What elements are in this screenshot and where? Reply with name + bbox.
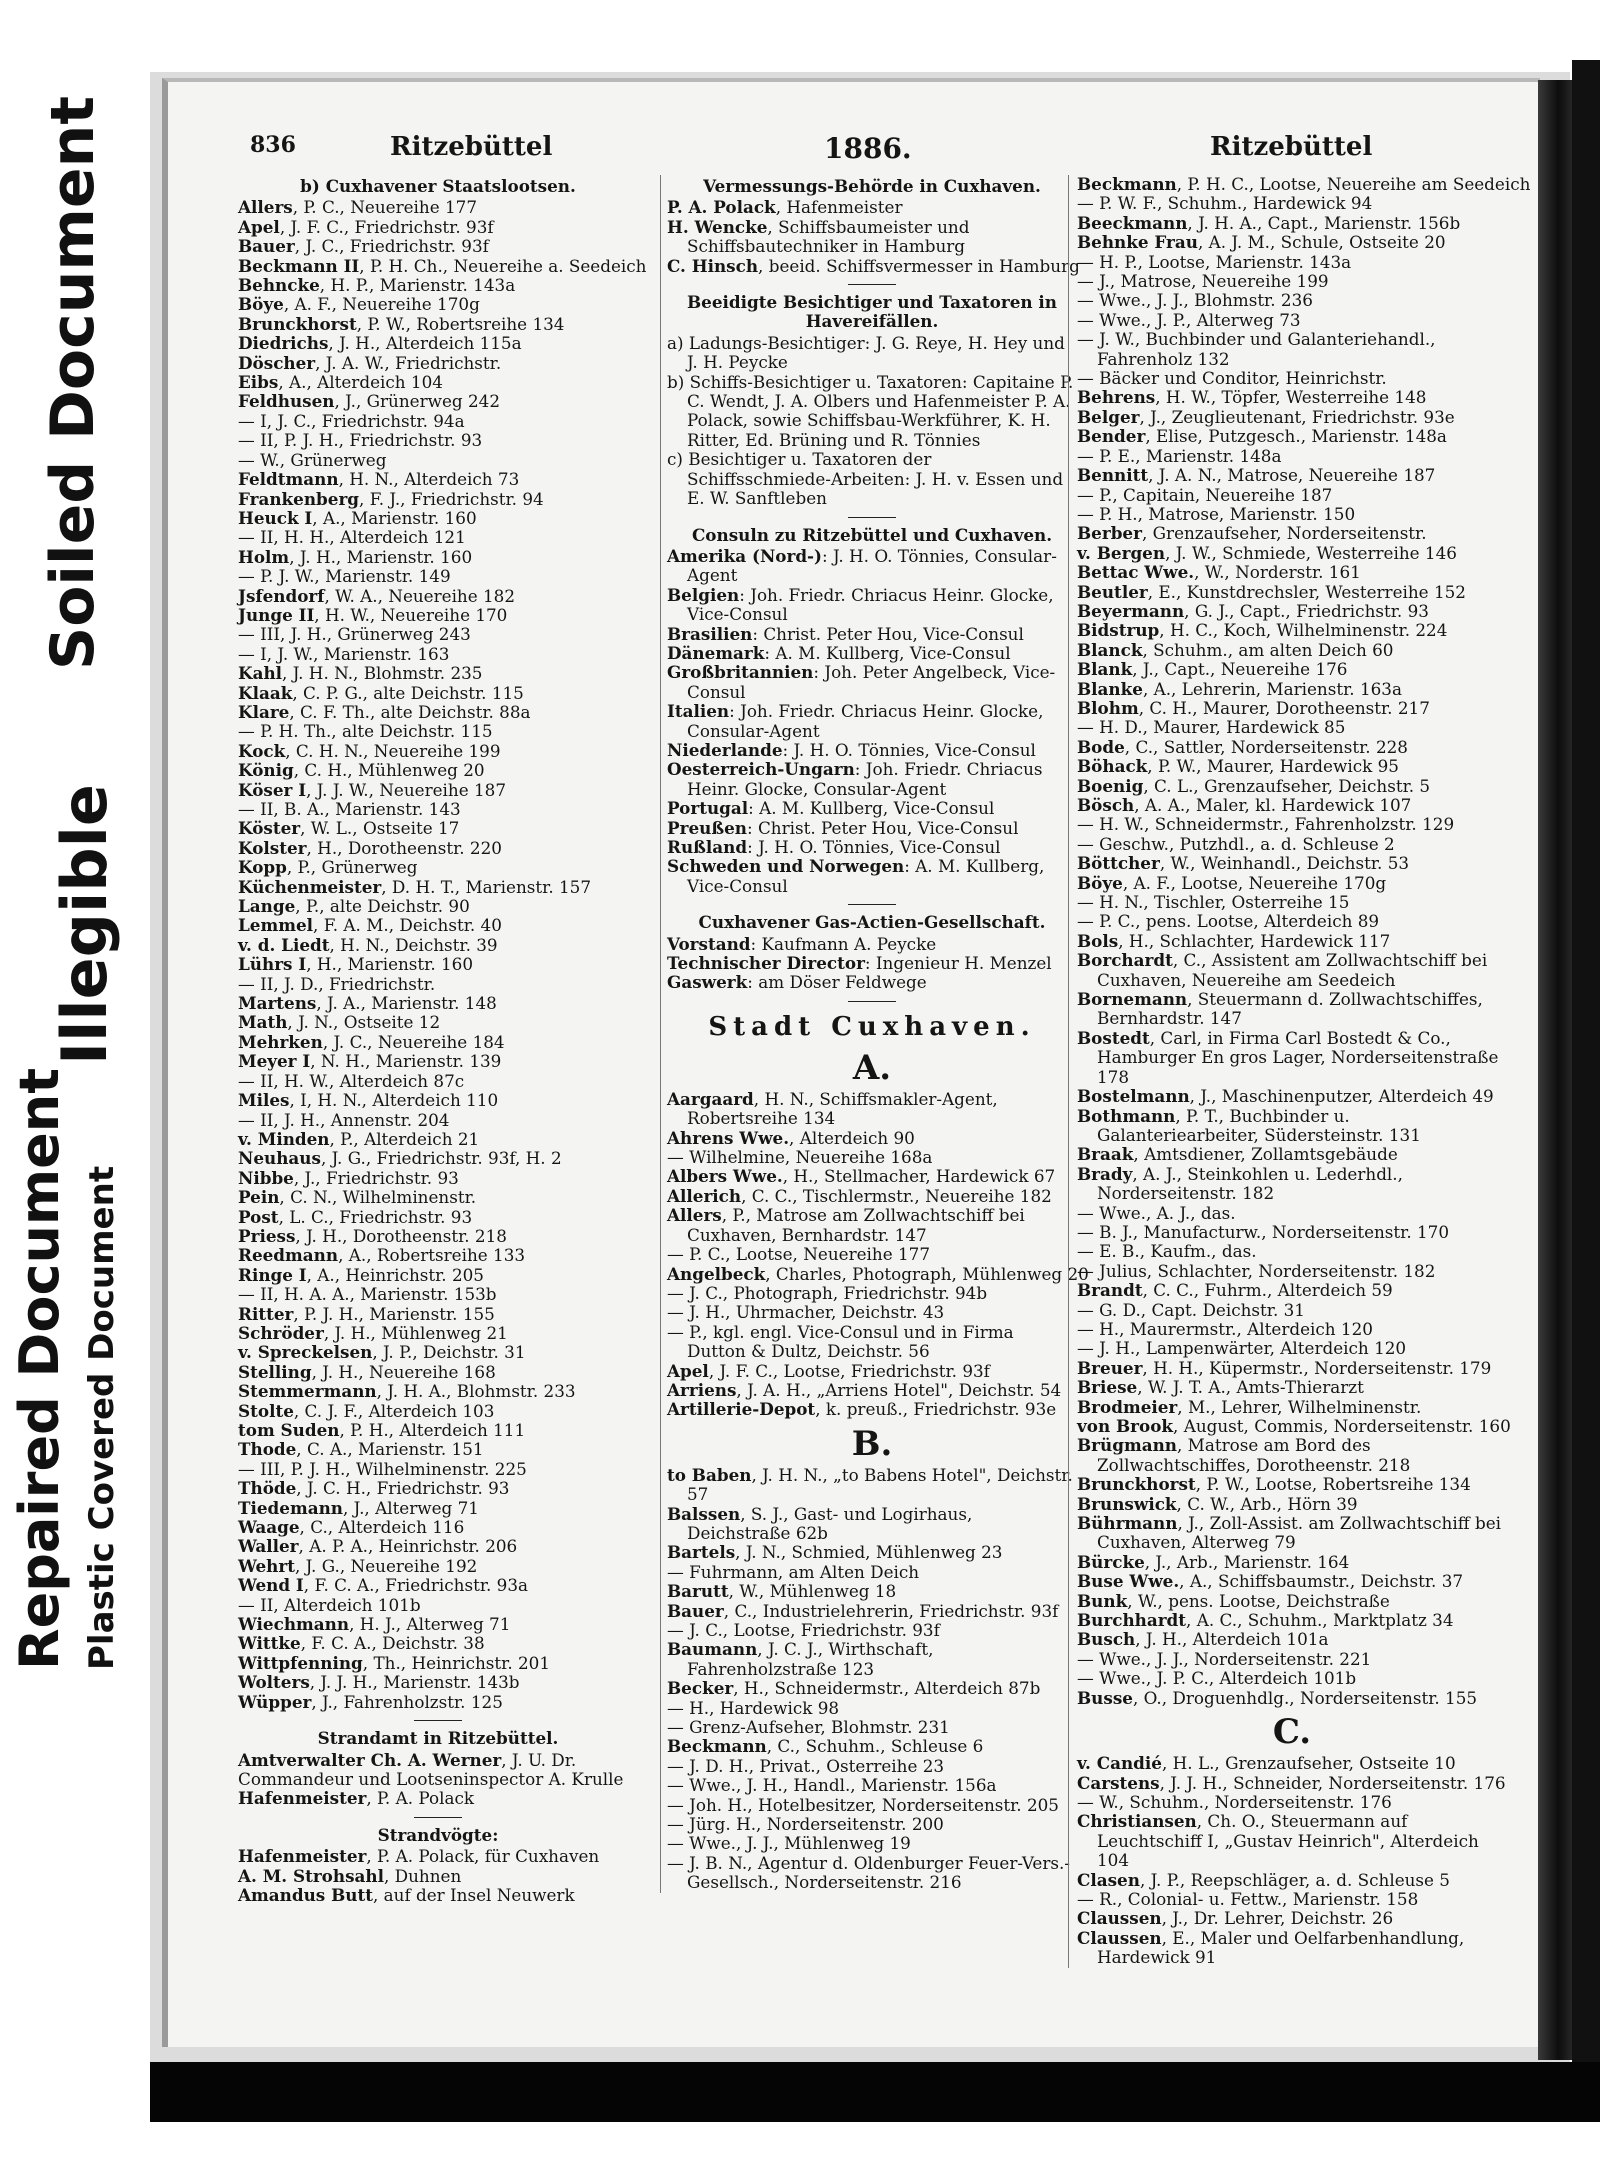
directory-entry: Beckmann, C., Schuhm., Schleuse 6 (667, 1736, 984, 1757)
directory-entry: Bührmann, J., Zoll-Assist. am Zollwachtschiff bei Cuxhaven, Alterweg 79 (1077, 1513, 1502, 1553)
directory-entry: v. Bergen, J. W., Schmiede, Westerreihe 146 (1077, 542, 1457, 563)
directory-entry: Behnke Frau, A. J. M., Schule, Ostseite 20 (1077, 232, 1446, 253)
directory-entry: Allers, P. C., Neuereihe 177 (238, 197, 477, 218)
section-divider (848, 1001, 896, 1002)
directory-entry: Bostedt, Carl, in Firma Carl Bostedt & Co., Hamburger En gros Lager, Norderseitenstraße 178 (1077, 1027, 1499, 1087)
directory-entry: Briese, W. J. T. A., Amts-Thierarzt (1077, 1377, 1364, 1398)
directory-entry: Boenig, C. L., Grenzaufseher, Deichstr. 5 (1077, 775, 1431, 796)
directory-entry: Nibbe, J., Friedrichstr. 93 (238, 1167, 459, 1188)
directory-entry: Claussen, J., Dr. Lehrer, Deichstr. 26 (1077, 1908, 1394, 1929)
directory-entry: Baumann, J. C. J., Wirthschaft, Fahrenholzstraße 123 (667, 1639, 934, 1679)
directory-entry: — R., Colonial- u. Fettw., Marienstr. 158 (1077, 1888, 1419, 1909)
directory-entry: Schröder, J. H., Mühlenweg 21 (238, 1322, 508, 1343)
directory-entry: Küchenmeister, D. H. T., Marienstr. 157 (238, 876, 592, 897)
directory-entry: A. M. Strohsahl, Duhnen (238, 1865, 462, 1886)
directory-entry: Technischer Director: Ingenieur H. Menzel (667, 953, 1052, 974)
directory-entry: — H. D., Maurer, Hardewick 85 (1077, 717, 1346, 738)
directory-entry: — III, P. J. H., Wilhelminenstr. 225 (238, 1458, 527, 1479)
directory-entry: — Wwe., J. H., Handl., Marienstr. 156a (667, 1775, 997, 1796)
directory-entry: Bornemann, Steuermann d. Zollwachtschiffes, Bernhardstr. 147 (1077, 989, 1483, 1029)
directory-entry: Apel, J. F. C., Friedrichstr. 93f (238, 216, 494, 237)
directory-entry: Preußen: Christ. Peter Hou, Vice-Consul (667, 817, 1019, 838)
directory-entry: Becker, H., Schneidermstr., Alterdeich 87b (667, 1678, 1041, 1699)
directory-entry: Italien: Joh. Friedr. Chriacus Heinr. Glocke, Consular-Agent (667, 701, 1044, 741)
section-title: Stadt Cuxhaven. (708, 1011, 1036, 1042)
directory-entry: Behncke, H. P., Marienstr. 143a (238, 275, 516, 296)
directory-entry: — Wwe., J. P. C., Alterdeich 101b (1077, 1668, 1357, 1689)
directory-entry: Beyermann, G. J., Capt., Friedrichstr. 93 (1077, 600, 1429, 621)
directory-entry: — Wwe., J. P., Alterweg 73 (1077, 309, 1301, 330)
directory-entry: — P. J. W., Marienstr. 149 (238, 566, 451, 587)
directory-entry: Claussen, E., Maler und Oelfarbenhandlung, Hardewick 91 (1077, 1927, 1465, 1968)
directory-entry: Wittpfenning, Th., Heinrichstr. 201 (238, 1652, 551, 1673)
directory-entry: Beckmann, P. H. C., Lootse, Neuereihe am Seedeich (1077, 174, 1531, 194)
directory-entry: — E. B., Kaufm., das. (1077, 1241, 1257, 1262)
directory-entry: Stolte, C. J. F., Alterdeich 103 (238, 1400, 495, 1421)
directory-entry: Wolters, J. J. H., Marienstr. 143b (238, 1672, 520, 1693)
section-divider (414, 1720, 462, 1721)
directory-entry: Allerich, C. C., Tischlermstr., Neuereihe 182 (667, 1185, 1052, 1206)
directory-entry: Priess, J. H., Dorotheenstr. 218 (238, 1225, 507, 1246)
directory-entry: — P. C., pens. Lootse, Alterdeich 89 (1077, 911, 1380, 932)
section-heading: Strandvögte: (377, 1824, 499, 1845)
directory-entry: Böye, A. F., Neuereihe 170g (238, 294, 480, 315)
section-divider (848, 517, 896, 518)
directory-entry: Kock, C. H. N., Neuereihe 199 (238, 740, 501, 761)
directory-entry: — Wwe., J. J., Mühlenweg 19 (667, 1833, 911, 1854)
directory-entry: Behrens, H. W., Töpfer, Westerreihe 148 (1077, 387, 1427, 408)
directory-entry: Busch, J. H., Alterdeich 101a (1077, 1629, 1329, 1650)
header-year: 1886. (824, 132, 912, 165)
directory-entry: Bauer, C., Industrielehrerin, Friedrichstr. 93f (667, 1600, 1059, 1621)
directory-entry: Bösch, A. A., Maler, kl. Hardewick 107 (1077, 795, 1412, 815)
directory-entry: Barutt, W., Mühlenweg 18 (667, 1581, 897, 1602)
directory-entry: Busse, O., Droguenhdlg., Norderseitenstr. 155 (1077, 1687, 1478, 1708)
directory-entry: Dänemark: A. M. Kullberg, Vice-Consul (667, 642, 1011, 663)
directory-entry: H. Wencke, Schiffsbaumeister und Schiffsbautechniker in Hamburg (667, 216, 970, 257)
directory-entry: Junge II, H. W., Neuereihe 170 (238, 604, 508, 625)
directory-entry: Bols, H., Schlachter, Hardewick 117 (1077, 930, 1391, 951)
directory-entry: Feldtmann, H. N., Alterdeich 73 (238, 469, 520, 490)
directory-entry: Stelling, J. H., Neuereihe 168 (238, 1361, 496, 1382)
directory-entry: Berber, Grenzaufseher, Norderseitenstr. (1077, 523, 1427, 544)
directory-entry: — H., Hardewick 98 (667, 1697, 840, 1718)
directory-entry: Artillerie-Depot, k. preuß., Friedrichstr. 93e (667, 1399, 1057, 1420)
directory-entry: — J. W., Buchbinder und Galanteriehandl., Fahrenholz 132 (1077, 329, 1436, 369)
alphabet-letter-heading: C. (1272, 1712, 1312, 1753)
directory-entry: Clasen, J. P., Reepschläger, a. d. Schleuse 5 (1077, 1869, 1450, 1890)
directory-entry: Waller, A. P. A., Heinrichstr. 206 (238, 1536, 518, 1557)
directory-entry: Braak, Amtsdiener, Zollamtsgebäude (1077, 1144, 1398, 1165)
directory-entry: Belger, J., Zeuglieutenant, Friedrichstr. 93e (1077, 406, 1455, 427)
directory-entry: Belgien: Joh. Friedr. Chriacus Heinr. Glocke, Vice-Consul (667, 584, 1054, 625)
stamp-plastic-covered-document: Plastic Covered Document (82, 1165, 122, 1670)
directory-entry: v. Candié, H. L., Grenzaufseher, Ostseite 10 (1077, 1753, 1456, 1774)
directory-entry: Bunk, W., pens. Lootse, Deichstraße (1077, 1590, 1390, 1611)
directory-entry: — H. W., Schneidermstr., Fahrenholzstr. 129 (1077, 814, 1455, 835)
section-heading: Vermessungs-Behörde in Cuxhaven. (703, 176, 1041, 196)
directory-entry: Buse Wwe., A., Schiffsbaumstr., Deichstr. 37 (1077, 1571, 1464, 1592)
directory-entry: Beutler, E., Kunstdrechsler, Westerreihe 152 (1077, 581, 1466, 602)
directory-entry: — P. C., Lootse, Neuereihe 177 (667, 1244, 930, 1265)
directory-entry: Neuhaus, J. G., Friedrichstr. 93f, H. 2 (238, 1148, 562, 1169)
header-left-title: Ritzebüttel (390, 132, 553, 162)
directory-entry: Burchhardt, A. C., Schuhm., Marktplatz 34 (1077, 1610, 1454, 1631)
stamp-repaired-document: Repaired Document (8, 1067, 71, 1670)
header-right-title: Ritzebüttel (1210, 132, 1373, 162)
column-middle (660, 175, 1089, 1893)
directory-entry: — II, Alterdeich 101b (238, 1594, 421, 1615)
alphabet-letter-heading: A. (852, 1047, 892, 1088)
directory-entry: Blanck, Schuhm., am alten Deich 60 (1077, 639, 1394, 660)
directory-entry: — Bäcker und Conditor, Heinrichstr. (1077, 368, 1387, 389)
directory-entry: C. Hinsch, beeid. Schiffsvermesser in Hamburg (667, 255, 1080, 276)
directory-entry: Hafenmeister, P. A. Polack, für Cuxhaven (238, 1846, 600, 1867)
directory-entry: — III, J. H., Grünerweg 243 (238, 624, 471, 645)
directory-entry: c) Besichtiger u. Taxatoren der Schiffsschmiede-Arbeiten: J. H. v. Essen und E. W. Sanftleben (667, 449, 1064, 509)
directory-entry: — II, B. A., Marienstr. 143 (238, 799, 461, 819)
column-left (238, 175, 647, 1905)
directory-entry: Bothmann, P. T., Buchbinder u. Galanteriearbeiter, Südersteinstr. 131 (1077, 1105, 1421, 1145)
directory-entry: Schweden und Norwegen: A. M. Kullberg, Vice-Consul (667, 856, 1045, 896)
directory-entry: Wittke, F. C. A., Deichstr. 38 (238, 1633, 485, 1654)
directory-entry: Brodmeier, M., Lehrer, Wilhelminenstr. (1077, 1396, 1422, 1417)
directory-entry: Lange, P., alte Deichstr. 90 (238, 896, 470, 917)
directory-entry: — J. C., Lootse, Friedrichstr. 93f (667, 1620, 940, 1640)
directory-entry: Angelbeck, Charles, Photograph, Mühlenweg 20 (667, 1263, 1089, 1284)
directory-entry: — II, J. H., Annenstr. 204 (238, 1109, 450, 1130)
directory-entry: — P., Capitain, Neuereihe 187 (1077, 484, 1333, 505)
directory-entry: Großbritannien: Joh. Peter Angelbeck, Vice-Consul (667, 662, 1056, 702)
directory-entry: Bostelmann, J., Maschinenputzer, Alterdeich 49 (1077, 1086, 1494, 1107)
directory-entry: Rußland: J. H. O. Tönnies, Vice-Consul (667, 837, 1001, 857)
directory-entry: — II, H. H., Alterdeich 121 (238, 527, 466, 548)
directory-entry: Klare, C. F. Th., alte Deichstr. 88a (238, 701, 531, 722)
directory-entry: Brunswick, C. W., Arb., Hörn 39 (1077, 1493, 1358, 1514)
stamp-soiled-document: Soiled Document (38, 95, 108, 670)
directory-entry: Martens, J. A., Marienstr. 148 (238, 993, 497, 1014)
directory-entry: Borchardt, C., Assistent am Zollwachtschiff bei Cuxhaven, Neuereihe am Seedeich (1077, 950, 1488, 990)
directory-entry: Miles, I, H. N., Alterdeich 110 (238, 1090, 499, 1111)
directory-entry: Diedrichs, J. H., Alterdeich 115a (238, 333, 522, 354)
directory-entry: Lemmel, F. A. M., Deichstr. 40 (238, 915, 502, 936)
directory-entry: — J. H., Lampenwärter, Alterdeich 120 (1077, 1338, 1407, 1359)
directory-entry: König, C. H., Mühlenweg 20 (238, 760, 485, 781)
directory-entry: Brady, A. J., Steinkohlen u. Lederhdl., Norderseitenstr. 182 (1077, 1163, 1403, 1204)
directory-entry: Ahrens Wwe., Alterdeich 90 (667, 1127, 915, 1148)
directory-entry: Thode, C. A., Marienstr. 151 (238, 1439, 484, 1460)
directory-entry: Kopp, P., Grünerweg (238, 857, 418, 878)
stamp-illegible: Illegible (48, 784, 121, 1065)
directory-entry: Wend I, F. C. A., Friedrichstr. 93a (238, 1575, 529, 1596)
directory-entry: Reedmann, A., Robertsreihe 133 (238, 1245, 526, 1266)
directory-entry: Brandt, C. C., Fuhrm., Alterdeich 59 (1077, 1280, 1393, 1301)
directory-entry: Thöde, J. C. H., Friedrichstr. 93 (238, 1478, 510, 1499)
section-divider (414, 1817, 462, 1818)
directory-entry: v. Spreckelsen, J. P., Deichstr. 31 (238, 1342, 526, 1363)
directory-entry: Christiansen, Ch. O., Steuermann auf Leuchtschiff I, „Gustav Heinrich", Alterdeich 104 (1077, 1811, 1479, 1871)
directory-entry: Blank, J., Capt., Neuereihe 176 (1077, 659, 1348, 680)
directory-entry: P. A. Polack, Hafenmeister (667, 197, 903, 218)
directory-entry: — II, P. J. H., Friedrichstr. 93 (238, 430, 483, 451)
section-heading: b) Cuxhavener Staatslootsen. (300, 176, 576, 196)
directory-entry: Portugal: A. M. Kullberg, Vice-Consul (667, 798, 995, 819)
directory-entry: — J. B. N., Agentur d. Oldenburger Feuer-Vers.-Gesellsch., Norderseitenstr. 216 (667, 1852, 1070, 1893)
directory-entry: Kolster, H., Dorotheenstr. 220 (238, 837, 502, 858)
directory-entry: — G. D., Capt. Deichstr. 31 (1077, 1299, 1305, 1320)
directory-entry: Bidstrup, H. C., Koch, Wilhelminenstr. 224 (1077, 620, 1448, 641)
directory-entry: — Wwe., J. J., Blohmstr. 236 (1077, 290, 1313, 311)
directory-entry: Wüpper, J., Fahrenholzstr. 125 (238, 1691, 503, 1712)
directory-entry: Böye, A. F., Lootse, Neuereihe 170g (1077, 872, 1387, 893)
directory-entry: Ritter, P. J. H., Marienstr. 155 (238, 1303, 495, 1324)
directory-entry: — Fuhrmann, am Alten Deich (667, 1561, 920, 1582)
directory-entry: v. Minden, P., Alterdeich 21 (238, 1128, 480, 1149)
directory-entry: Lührs I, H., Marienstr. 160 (238, 954, 474, 975)
directory-entry: a) Ladungs-Besichtiger: J. G. Reye, H. Hey und J. H. Peycke (667, 332, 1065, 373)
directory-entry: Niederlande: J. H. O. Tönnies, Vice-Consul (667, 739, 1036, 760)
directory-entry: v. d. Liedt, H. N., Deichstr. 39 (238, 934, 498, 955)
scan-bottom-edge (150, 2062, 1600, 2122)
directory-entry: Bennitt, J. A. N., Matrose, Neuereihe 187 (1077, 465, 1436, 486)
directory-entry: Pein, C. N., Wilhelminenstr. (238, 1187, 477, 1208)
directory-entry: Oesterreich-Ungarn: Joh. Friedr. Chriacus Heinr. Glocke, Consular-Agent (667, 759, 1043, 799)
directory-entry: Böhack, P. W., Maurer, Hardewick 95 (1077, 756, 1399, 777)
directory-entry: Bettac Wwe., W., Norderstr. 161 (1077, 562, 1361, 583)
directory-entry: Vorstand: Kaufmann A. Peycke (667, 933, 937, 954)
directory-entry: — H. N., Tischler, Osterreihe 15 (1077, 892, 1350, 913)
directory-entry: Aargaard, H. N., Schiffsmakler-Agent, Robertsreihe 134 (667, 1088, 998, 1129)
directory-entry: — P., kgl. engl. Vice-Consul und in Firma Dutton & Dultz, Deichstr. 56 (667, 1321, 1014, 1362)
directory-entry: — J. D. H., Privat., Osterreihe 23 (667, 1755, 945, 1776)
directory-entry: — W., Schuhm., Norderseitenstr. 176 (1077, 1791, 1392, 1812)
section-divider (848, 904, 896, 905)
directory-entry: Math, J. N., Ostseite 12 (238, 1012, 441, 1033)
directory-entry: — Wilhelmine, Neuereihe 168a (667, 1147, 933, 1168)
directory-entry: — H. P., Lootse, Marienstr. 143a (1077, 251, 1352, 272)
scan-right-edge (1572, 60, 1600, 2070)
directory-entry: Brasilien: Christ. Peter Hou, Vice-Consul (667, 623, 1024, 644)
directory-entry: Apel, J. F. C., Lootse, Friedrichstr. 93f (667, 1360, 990, 1381)
directory-entry: — Jürg. H., Norderseitenstr. 200 (667, 1814, 944, 1835)
directory-entry: Ringe I, A., Heinrichstr. 205 (238, 1264, 484, 1285)
directory-entry: b) Schiffs-Besichtiger u. Taxatoren: Capitaine P. C. Wendt, J. A. Olbers und Hafenmeister P. A. Polack, sowie Schiffsbau-Werkführer, K. H. Ritter, Ed. Brüning und R. Tönnies (667, 371, 1074, 450)
directory-entry: Frankenberg, F. J., Friedrichstr. 94 (238, 488, 544, 509)
section-heading: Consuln zu Ritzebüttel und Cuxhaven. (691, 524, 1053, 545)
directory-entry: Post, L. C., Friedrichstr. 93 (238, 1206, 473, 1227)
section-heading: Strandamt in Ritzebüttel. (317, 1728, 559, 1749)
directory-entry: Waage, C., Alterdeich 116 (238, 1517, 465, 1538)
directory-entry: Jsfendorf, W. A., Neuereihe 182 (238, 585, 516, 606)
directory-entry: Wiechmann, H. J., Alterweg 71 (238, 1614, 511, 1635)
directory-entry: Amerika (Nord-): J. H. O. Tönnies, Consular-Agent (667, 545, 1057, 586)
directory-entry: Breuer, H. H., Küpermstr., Norderseitenstr. 179 (1077, 1357, 1492, 1378)
directory-entry: Blanke, A., Lehrerin, Marienstr. 163a (1077, 678, 1402, 699)
alphabet-letter-heading: B. (851, 1423, 893, 1464)
directory-entry: — Joh. H., Hotelbesitzer, Norderseitenstr. 205 (667, 1794, 1059, 1815)
directory-entry: Kahl, J. H. N., Blohmstr. 235 (238, 663, 483, 684)
directory-entry: Bartels, J. N., Schmied, Mühlenweg 23 (667, 1542, 1003, 1563)
directory-entry: Feldhusen, J., Grünerweg 242 (238, 391, 501, 412)
directory-entry: — H., Maurermstr., Alterdeich 120 (1077, 1318, 1373, 1339)
directory-entry: Beeckmann, J. H. A., Capt., Marienstr. 156b (1077, 212, 1461, 233)
directory-entry: Brunckhorst, P. W., Lootse, Robertsreihe 134 (1077, 1474, 1471, 1495)
section-heading: Beeidigte Besichtiger und Taxatoren in Havereifällen. (686, 292, 1058, 332)
directory-entry: von Brook, August, Commis, Norderseitenstr. 160 (1077, 1416, 1511, 1436)
directory-entry: — P. H., Matrose, Marienstr. 150 (1077, 503, 1356, 524)
directory-entry: Heuck I, A., Marienstr. 160 (238, 507, 477, 528)
directory-entry: Stemmermann, J. H. A., Blohmstr. 233 (238, 1381, 576, 1402)
directory-entry: Commandeur und Lootseninspector A. Krulle (238, 1768, 624, 1789)
directory-entry: Brunckhorst, P. W., Robertsreihe 134 (238, 313, 565, 334)
directory-entry: — W., Grünerweg (238, 449, 387, 470)
directory-entry: — Wwe., J. J., Norderseitenstr. 221 (1077, 1648, 1372, 1669)
directory-entry: — I, J. C., Friedrichstr. 94a (238, 410, 465, 431)
directory-entry: — I, J. W., Marienstr. 163 (238, 643, 450, 664)
directory-entry: Tiedemann, J., Alterweg 71 (238, 1497, 479, 1518)
directory-entry: Gaswerk: am Döser Feldwege (667, 972, 927, 993)
directory-entry: — Wwe., A. J., das. (1077, 1202, 1236, 1223)
directory-entry: — II, H. A. A., Marienstr. 153b (238, 1284, 497, 1305)
directory-entry: — J. H., Uhrmacher, Deichstr. 43 (667, 1302, 945, 1323)
section-divider (848, 284, 896, 285)
directory-entry: Bode, C., Sattler, Norderseitenstr. 228 (1077, 736, 1408, 757)
directory-entry: Döscher, J. A. W., Friedrichstr. (238, 352, 502, 373)
directory-entry: Mehrken, J. C., Neuereihe 184 (238, 1031, 505, 1052)
directory-entry: Klaak, C. P. G., alte Deichstr. 115 (238, 682, 524, 703)
directory-entry: Beckmann II, P. H. Ch., Neuereihe a. Seedeich (238, 255, 647, 276)
directory-entry: Köster, W. L., Ostseite 17 (238, 818, 460, 839)
directory-entry: Bürcke, J., Arb., Marienstr. 164 (1077, 1551, 1350, 1572)
page-number: 836 (250, 132, 296, 158)
directory-entry: Bauer, J. C., Friedrichstr. 93f (238, 236, 489, 257)
directory-entry: Amandus Butt, auf der Insel Neuwerk (238, 1884, 575, 1905)
directory-entry: — Grenz-Aufseher, Blohmstr. 231 (667, 1717, 950, 1738)
directory-entry: Brügmann, Matrose am Bord des Zollwachtschiffes, Dorotheenstr. 218 (1077, 1435, 1411, 1475)
directory-entry: — II, J. D., Friedrichstr. (238, 973, 436, 994)
directory-entry: Balssen, S. J., Gast- und Logirhaus, Deichstraße 62b (667, 1503, 973, 1543)
directory-entry: — J. C., Photograph, Friedrichstr. 94b (667, 1282, 988, 1303)
directory-entry: — P. W. F., Schuhm., Hardewick 94 (1077, 193, 1373, 214)
directory-entry: Blohm, C. H., Maurer, Dorotheenstr. 217 (1077, 697, 1430, 718)
directory-entry: Holm, J. H., Marienstr. 160 (238, 546, 473, 567)
directory-entry: — J., Matrose, Neuereihe 199 (1077, 271, 1329, 292)
directory-entry: to Baben, J. H. N., „to Babens Hotel", Deichstr. 57 (667, 1464, 1073, 1505)
directory-entry: — II, H. W., Alterdeich 87c (238, 1070, 465, 1091)
directory-entry: Amtverwalter Ch. A. Werner, J. U. Dr. (238, 1749, 577, 1770)
page-header (250, 132, 1540, 172)
directory-entry: Allers, P., Matrose am Zollwachtschiff bei Cuxhaven, Bernhardstr. 147 (667, 1205, 1025, 1245)
directory-entry: Albers Wwe., H., Stellmacher, Hardewick 67 (667, 1166, 1056, 1187)
directory-entry: tom Suden, P. H., Alterdeich 111 (238, 1420, 526, 1440)
directory-entry: Köser I, J. J. W., Neuereihe 187 (238, 779, 507, 800)
directory-entry: — Julius, Schlachter, Norderseitenstr. 182 (1077, 1260, 1436, 1281)
directory-entry: — Geschw., Putzhdl., a. d. Schleuse 2 (1077, 833, 1395, 854)
directory-entry: — B. J., Manufacturw., Norderseitenstr. 170 (1077, 1221, 1450, 1242)
directory-entry: — P. E., Marienstr. 148a (1077, 445, 1282, 466)
column-right (1068, 174, 1531, 1968)
directory-entry: Wehrt, J. G., Neuereihe 192 (238, 1555, 478, 1576)
directory-entry: Arriens, J. A. H., „Arriens Hotel", Deichstr. 54 (667, 1379, 1062, 1400)
directory-entry: — P. H. Th., alte Deichstr. 115 (238, 721, 493, 742)
directory-entry: Böttcher, W., Weinhandl., Deichstr. 53 (1077, 853, 1410, 874)
directory-entry: Bender, Elise, Putzgesch., Marienstr. 148a (1077, 426, 1447, 447)
directory-entry: Hafenmeister, P. A. Polack (238, 1788, 475, 1809)
directory-entry: Meyer I, N. H., Marienstr. 139 (238, 1051, 502, 1072)
directory-entry: Eibs, A., Alterdeich 104 (238, 372, 443, 393)
section-heading: Cuxhavener Gas-Actien-Gesellschaft. (698, 912, 1046, 933)
directory-entry: Carstens, J. J. H., Schneider, Norderseitenstr. 176 (1077, 1772, 1506, 1793)
book-binding (1538, 80, 1572, 2060)
